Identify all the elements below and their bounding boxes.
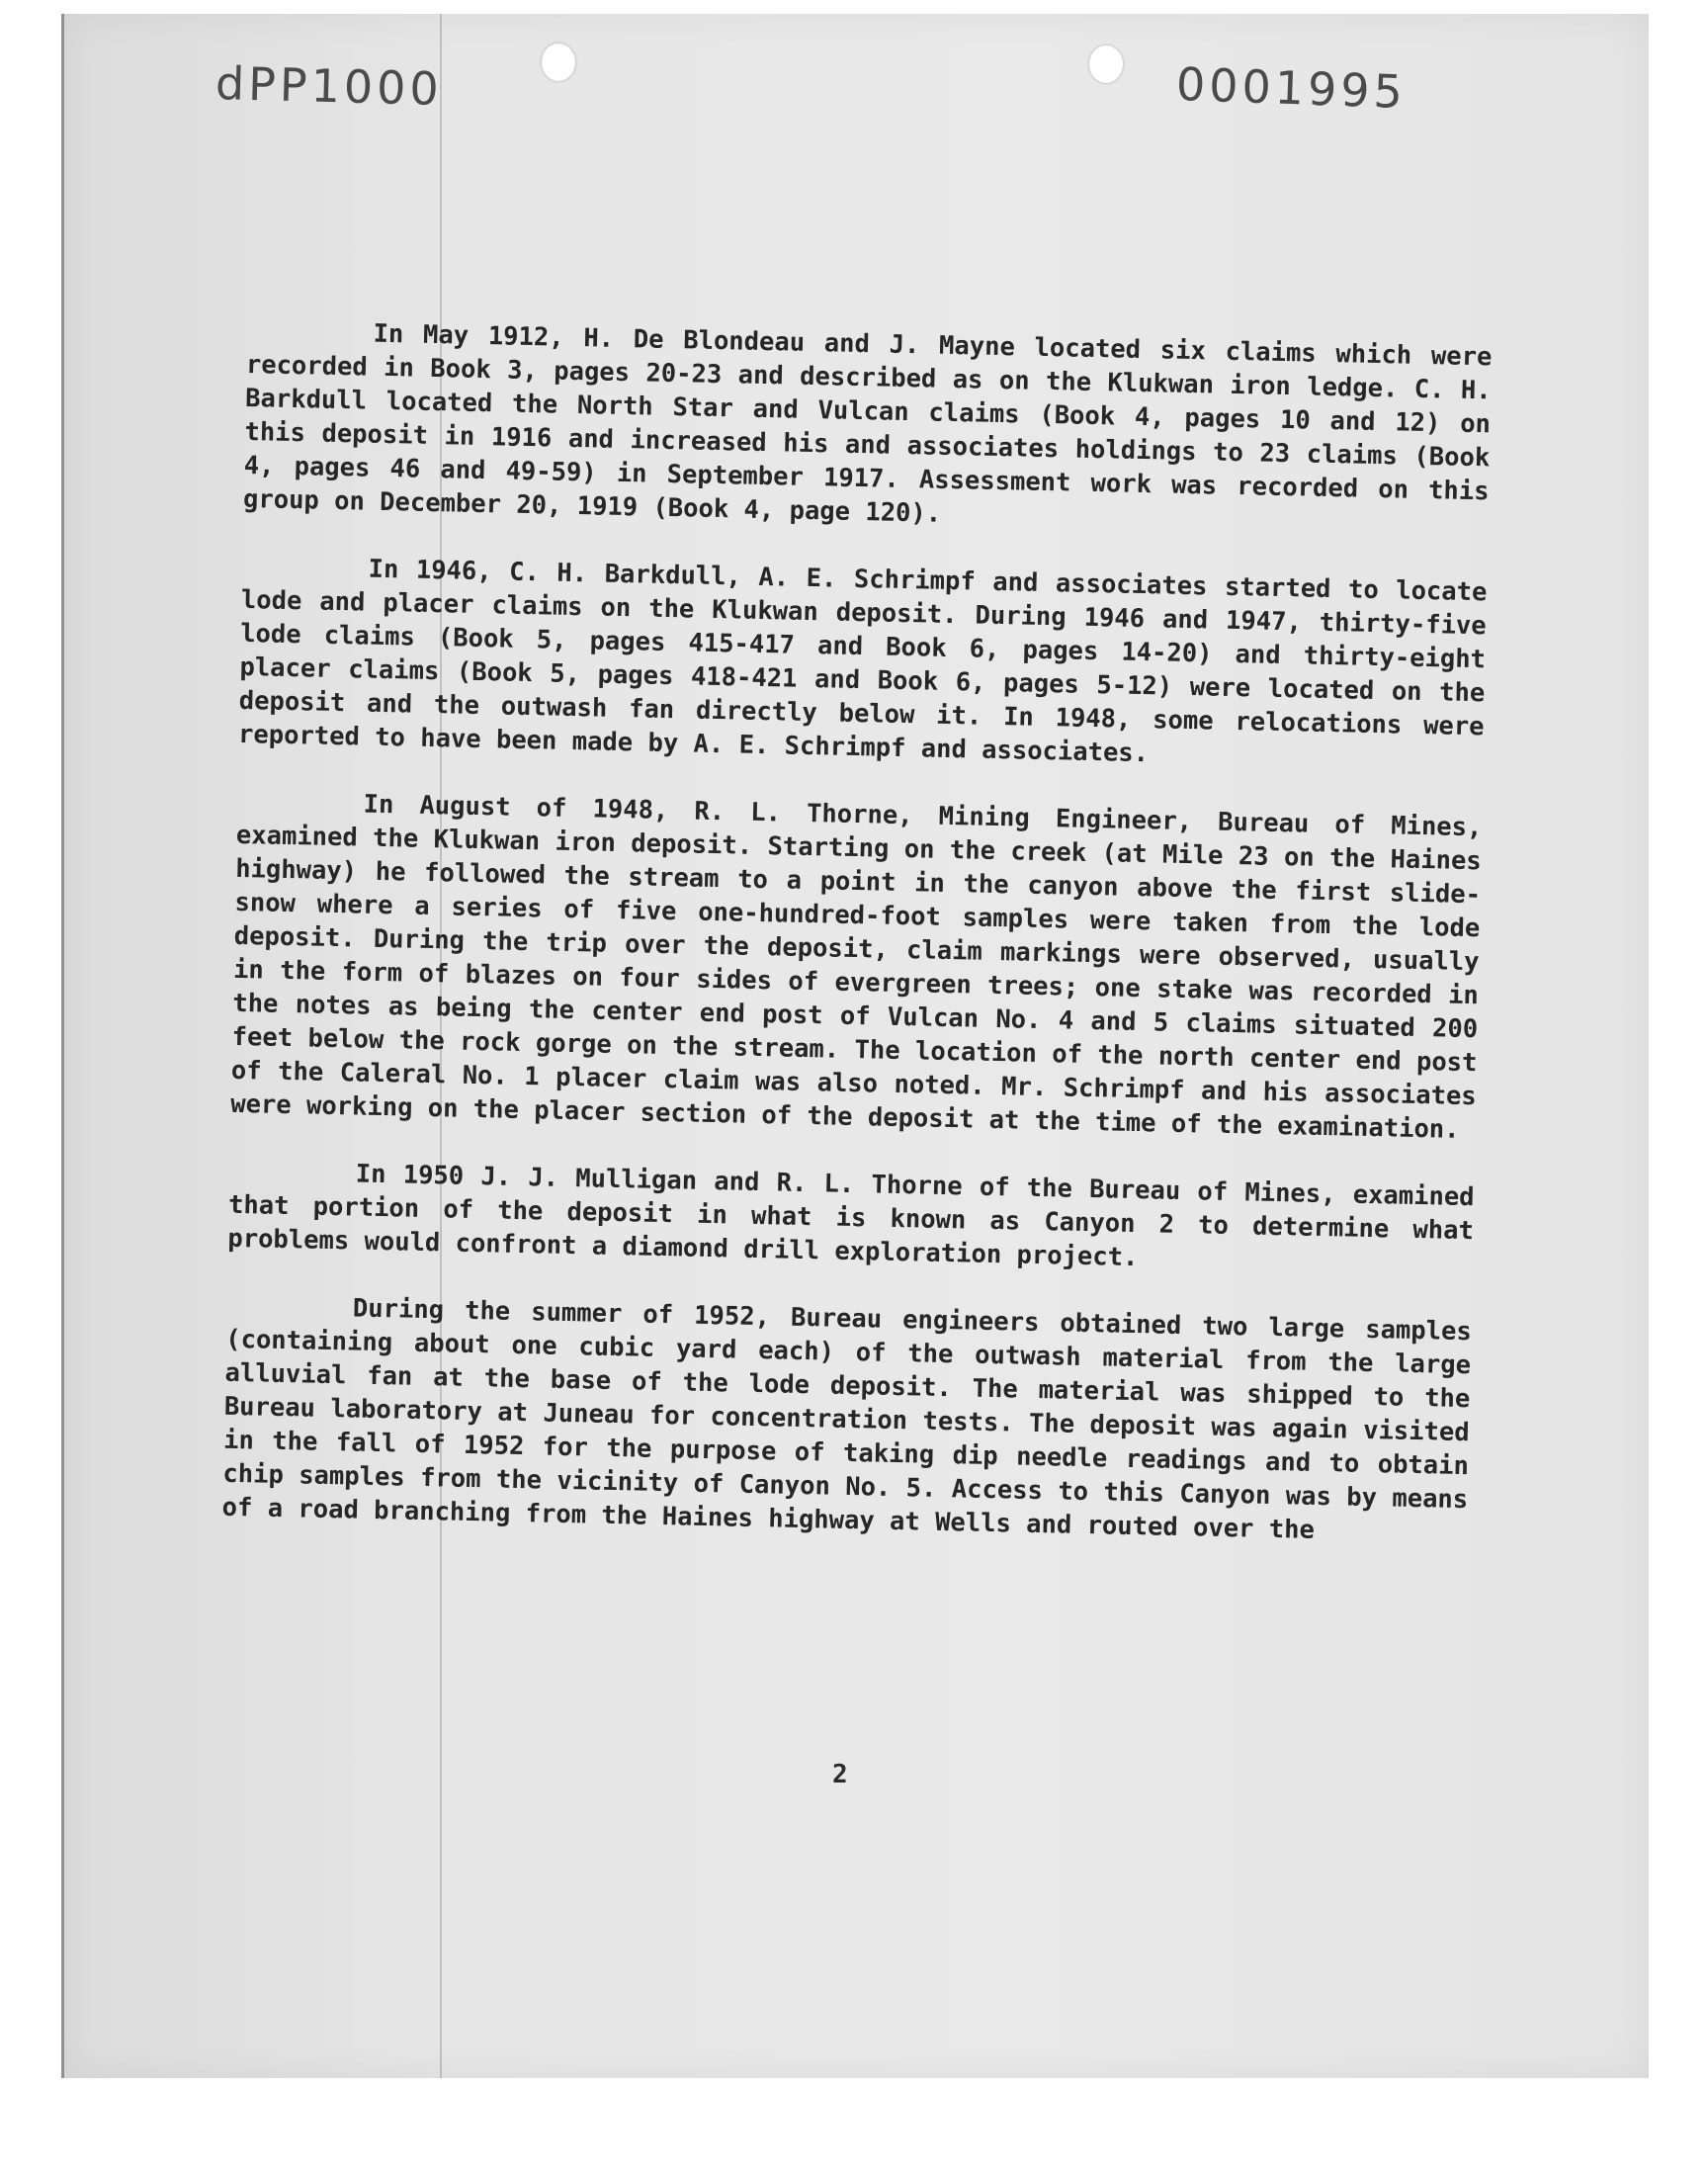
paragraph-1950-examination: In 1950 J. J. Mulligan and R. L. Thorne of the Bureau of Mines, examined that portion of the deposit in what is known as Canyon 2 to determine what problems would confront a diamond drill exploration project. bbox=[227, 1159, 1475, 1273]
page-number: 2 bbox=[832, 1760, 848, 1789]
punch-hole-left bbox=[542, 44, 575, 81]
document-id-stamp: dPP1000 bbox=[214, 56, 444, 116]
scan-margin bbox=[0, 2078, 1708, 2175]
page-edge bbox=[61, 14, 64, 2078]
page-serial-stamp: 0001995 bbox=[1175, 56, 1408, 120]
document-body bbox=[221, 314, 1492, 1550]
paragraph-1912-claims: In May 1912, H. De Blondeau and J. Mayne located six claims which were recorded in Book 3, pages 20-23 and described as on the Klukwan iron ledge. C. H. Barkdull located the North Star and Vulcan claims (Book 4, pages 10 and 12) on this deposit in 1916 and increased his and associates holdings to 23 claims (Book 4, pages 46 and 49-59) in September 1917. Assessment work was recorded on this group on December 20, 1919 (Book 4, page 120). bbox=[242, 318, 1493, 529]
punch-hole-right bbox=[1089, 45, 1123, 83]
paragraph-1946-claims: In 1946, C. H. Barkdull, A. E. Schrimpf and associates started to locate lode and placer claims on the Klukwan deposit. During 1946 and 1947, thirty-five lode claims (Book 5, pages 415-417 and Book 6, pages 14-20) and thirty-eight placer claims (Book 5, pages 418-421 and Book 6, pages 5-12) were located on the deposit and the outwash fan directly below it. In 1948, some relocations were reported to have been made by A. E. Schrimpf and associates. bbox=[237, 554, 1488, 769]
paragraph-1952-sampling: During the summer of 1952, Bureau engineers obtained two large samples (containing about one cubic yard each) of the outwash material from the large alluvial fan at the base of the lode deposit. The material was shipped to the Bureau laboratory at Juneau for concentration tests. The deposit was again visited in the fall of 1952 for the purpose of taking dip needle readings and to obtain chip samples from the vicinity of Canyon No. 5. Access to this Canyon was by means of a road branching from the Haines highway at Wells and routed over the bbox=[221, 1293, 1473, 1545]
paragraph-1948-examination: In August of 1948, R. L. Thorne, Mining Engineer, Bureau of Mines, examined the Klukwan iron deposit. Starting on the creek (at Mile 23 on the Haines highway) he followed the stream to a point in the canyon above the first slide-snow where a series of five one-hundred-foot samples were taken from the lode deposit. During the trip over the deposit, claim markings were observed, usually in the form of blazes on four sides of evergreen trees; one stake was recorded in the notes as being the center end post of Vulcan No. 4 and 5 claims situated 200 feet below the rock gorge on the stream. The location of the north center end post of the Caleral No. 1 placer claim was also noted. Mr. Schrimpf and his associates were working on the placer section of the deposit at the time of the examination. bbox=[229, 789, 1483, 1145]
